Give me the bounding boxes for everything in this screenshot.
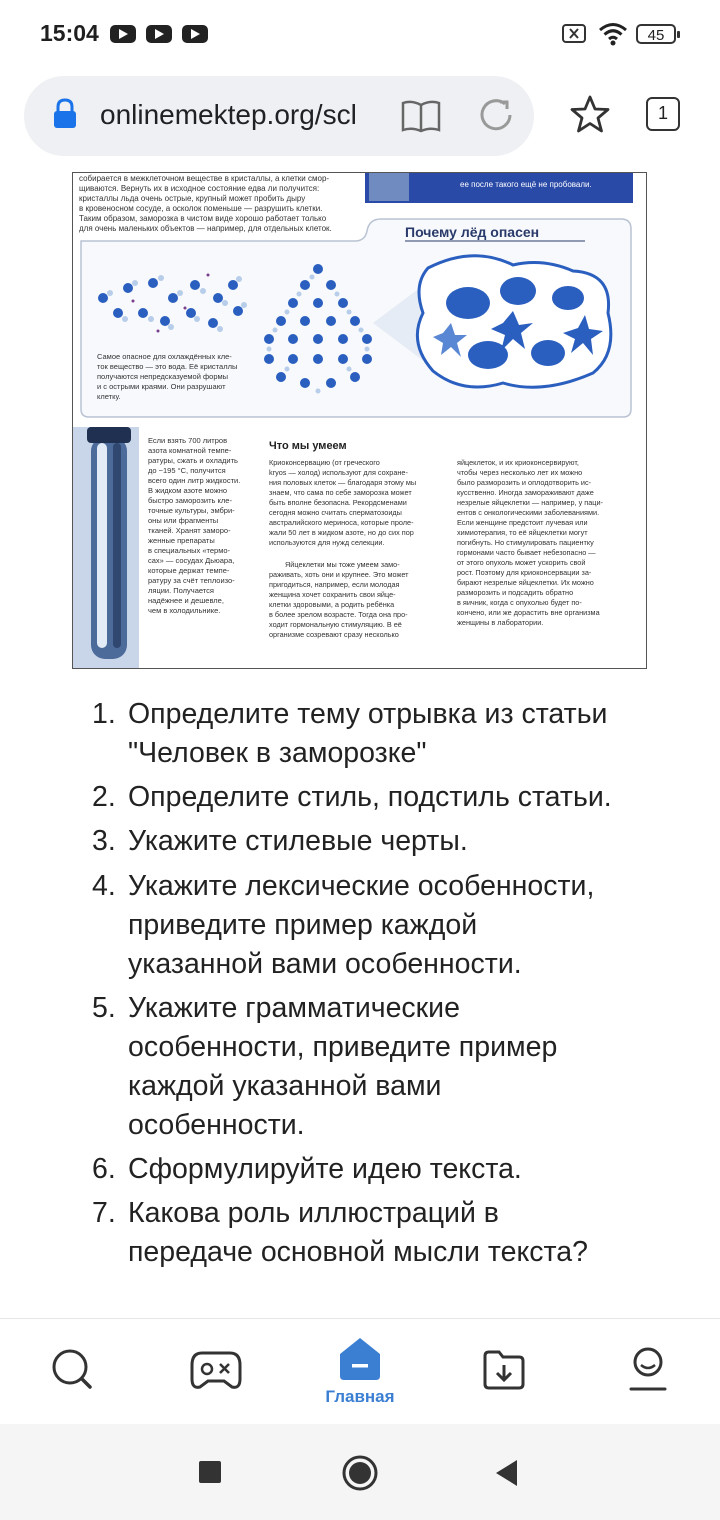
task-item: [92, 867, 688, 984]
task-text-line: Укажите стилевые черты.: [128, 825, 468, 858]
svg-text:ратуру за счёт теплоизо-: ратуру за счёт теплоизо-: [148, 576, 235, 585]
task-text-line: каждой указанной вами: [128, 1069, 442, 1102]
task-text-line: приведите пример каждой: [128, 908, 478, 941]
task-number: 6.: [92, 1152, 116, 1185]
task-item: [92, 695, 688, 773]
top-text-line: для очень маленьких объектов — например, для отдельных клеток.: [79, 224, 332, 233]
task-text-line: указанной вами особенности.: [128, 947, 522, 980]
top-text-line: в кровеносном сосуде, а осколок поменьше — разрушить клетки.: [79, 204, 323, 213]
task-text-line: особенности, приведите пример: [128, 1030, 558, 1063]
svg-text:было разморозить и оплодотвори: было разморозить и оплодотворить ис-: [457, 478, 592, 487]
svg-text:ния половых клеток — благодаря: ния половых клеток — благодаря этому мы: [269, 478, 417, 487]
svg-text:ходит гормональную стимуляцию.: ходит гормональную стимуляцию. В её: [269, 620, 402, 629]
svg-text:ратуры, сжать и охладить: ратуры, сжать и охладить: [148, 456, 238, 465]
top-text-line: кристаллы льда очень острые, крупный может пробить дыру: [79, 194, 306, 203]
svg-text:всего один литр жидкости.: всего один литр жидкости.: [148, 476, 241, 485]
svg-text:точные культуры, эмбри-: точные культуры, эмбри-: [148, 506, 235, 515]
svg-text:в яичник, когда с опухолью буд: в яичник, когда с опухолью будет по-: [457, 598, 582, 607]
svg-text:азота комнатной темпе-: азота комнатной темпе-: [148, 446, 232, 455]
svg-text:в более зрелом возрасте. Тогда: в более зрелом возрасте. Тогда она про-: [269, 610, 408, 619]
task-number: 2.: [92, 781, 116, 814]
svg-text:пригодиться, например, если мо: пригодиться, например, если молодая: [269, 580, 400, 589]
search-icon[interactable]: [50, 1347, 94, 1391]
svg-text:химиотерапия, то её яйцеклетки: химиотерапия, то её яйцеклетки могут: [457, 528, 588, 537]
top-text-line: щиваются. Вернуть их в исходное состояние едва ли получится:: [79, 184, 320, 193]
task-number: 1.: [92, 698, 116, 730]
status-time: 15:04: [40, 20, 99, 46]
home-button[interactable]: [341, 1454, 379, 1492]
svg-text:В жидком азоте можно: В жидком азоте можно: [148, 486, 228, 495]
svg-text:используются для нужд селекции: используются для нужд селекции.: [269, 538, 385, 547]
svg-text:тканей. Хранят заморо-: тканей. Хранят заморо-: [148, 526, 231, 535]
task-text-line: Какова роль иллюстраций в: [128, 1197, 499, 1230]
svg-text:оны или фрагменты: оны или фрагменты: [148, 516, 219, 525]
downloads-icon[interactable]: [482, 1348, 526, 1390]
battery-indicator: 45: [636, 24, 676, 44]
svg-text:которые держат темпе-: которые держат темпе-: [148, 566, 230, 575]
youtube-icon: [182, 25, 208, 43]
svg-text:раживать, хоть они и крупнее.: раживать, хоть они и крупнее. Это может: [269, 570, 409, 579]
svg-text:сегодня можно считать спермато: сегодня можно считать сперматозоиды: [269, 508, 402, 517]
svg-text:Криоконсервацию (от греческого: Криоконсервацию (от греческого: [269, 458, 380, 467]
svg-text:Если женщине предстоит лучевая: Если женщине предстоит лучевая или: [457, 518, 588, 527]
svg-text:Самое опасное для охлаждённых: Самое опасное для охлаждённых кле-: [97, 352, 232, 361]
svg-text:австралийского мериноса, котор: австралийского мериноса, которые проле-: [269, 518, 414, 527]
svg-text:клетки здоровыми, а родить реб: клетки здоровыми, а родить ребёнка: [269, 600, 395, 609]
task-item: [92, 822, 688, 861]
home-icon[interactable]: [337, 1336, 383, 1382]
svg-text:незрелые яйцеклетки — например: незрелые яйцеклетки — например, у паци-: [457, 498, 603, 507]
top-text-block: [79, 174, 332, 233]
task-text-line: Укажите грамматические: [128, 991, 460, 1024]
nav-label-home[interactable]: Главная: [325, 1387, 395, 1406]
task-number: 5.: [92, 991, 116, 1024]
top-text-line: собирается в межклеточном веществе в кристаллы, а клетки смор-: [79, 174, 330, 183]
youtube-icon: [146, 25, 172, 43]
task-number: 4.: [92, 869, 116, 902]
task-text-line: Сформулируйте идею текста.: [128, 1152, 522, 1185]
article-column-2: [457, 458, 604, 627]
task-text-line: Определите стиль, подстиль статьи.: [128, 781, 612, 814]
svg-text:получаются непредсказуемой фор: получаются непредсказуемой формы: [97, 372, 229, 381]
refresh-icon[interactable]: [477, 96, 515, 134]
article-image: [72, 172, 647, 669]
article-heading: Что мы умеем: [269, 440, 347, 452]
task-text-line: Укажите лексические особенности,: [128, 869, 595, 902]
section-title: Почему лёд опасен: [405, 224, 540, 240]
svg-text:чтобы через несколько лет их м: чтобы через несколько лет их можно: [457, 468, 583, 477]
reader-mode-icon[interactable]: [400, 98, 442, 134]
task-number: 3.: [92, 825, 116, 858]
svg-text:жали 50 лет в жидком азоте, но: жали 50 лет в жидком азоте, но до сих пор: [269, 528, 414, 537]
svg-text:и с острыми краями. Они разруш: и с острыми краями. Они разрушают: [97, 382, 226, 391]
article-column-1: [269, 458, 416, 639]
task-text-line: особенности.: [128, 1108, 305, 1141]
dewar-caption: [148, 436, 240, 615]
bookmark-star-icon[interactable]: [570, 94, 610, 134]
svg-text:клетку.: клетку.: [97, 392, 121, 401]
svg-text:быстро заморозить кле-: быстро заморозить кле-: [148, 496, 232, 505]
task-text-line: "Человек в заморозке": [128, 737, 427, 769]
article-illustration: [73, 173, 647, 669]
task-text-line: Определите тему отрывка из статьи: [128, 698, 608, 730]
svg-text:женные препараты: женные препараты: [148, 536, 215, 545]
svg-text:надёжнее и дешевле,: надёжнее и дешевле,: [148, 596, 224, 605]
task-item: [92, 1194, 688, 1272]
status-bar: [0, 0, 720, 70]
svg-text:организме созревают сразу неск: организме созревают сразу несколько: [269, 630, 399, 639]
svg-text:сах» — сосудах Дьюара,: сах» — сосудах Дьюара,: [148, 556, 235, 565]
svg-text:женщины в лаборатории.: женщины в лаборатории.: [457, 618, 544, 627]
task-item: [92, 989, 688, 1145]
svg-text:бирают незрелые яйцеклетки. Их: бирают незрелые яйцеклетки. Их можно: [457, 578, 594, 587]
svg-text:ляции. Получается: ляции. Получается: [148, 586, 214, 595]
wifi-icon: [598, 22, 628, 46]
svg-text:яйцеклеток, и их криоконсервир: яйцеклеток, и их криоконсервируют,: [457, 458, 579, 467]
no-sim-icon: [562, 24, 586, 43]
url-text[interactable]: onlinemektep.org/scl: [100, 99, 357, 130]
task-text-line: передаче основной мысли текста?: [128, 1236, 588, 1269]
top-text-line: Таким образом, заморозка в чистом виде хорошо работает только: [79, 214, 327, 223]
task-item: [92, 1150, 688, 1189]
svg-text:знаем, что сама по себе заморо: знаем, что сама по себе заморозка может: [269, 488, 412, 497]
task-list: [92, 695, 688, 1277]
svg-text:погибнуть. Но стимулировать па: погибнуть. Но стимулировать пациентку: [457, 538, 594, 547]
games-icon[interactable]: [190, 1349, 242, 1391]
recents-button[interactable]: [199, 1461, 221, 1483]
top-right-caption: ее после такого ещё не пробовали.: [460, 180, 592, 189]
youtube-icon: [110, 25, 136, 43]
svg-text:чем в холодильнике.: чем в холодильнике.: [148, 606, 221, 615]
svg-text:женщина хочет сохранить свои я: женщина хочет сохранить свои яйце-: [269, 590, 396, 599]
svg-text:разморозить и подсадить обратн: разморозить и подсадить обратно: [457, 588, 574, 597]
lock-icon[interactable]: [52, 98, 78, 130]
back-button[interactable]: [493, 1458, 519, 1488]
svg-text:Яйцеклетки мы тоже умеем замо-: Яйцеклетки мы тоже умеем замо-: [285, 560, 400, 569]
svg-text:ток вещество — это вода. Её кр: ток вещество — это вода. Её кристаллы: [97, 362, 238, 371]
svg-text:быть вполне безопасна. Рекордс: быть вполне безопасна. Рекордсменами: [269, 498, 407, 507]
svg-text:ентов с онкологическими заболе: ентов с онкологическими заболеваниями.: [457, 508, 600, 517]
svg-text:кусственно. Иногда замораживаю: кусственно. Иногда замораживают даже: [457, 488, 594, 497]
task-number: 7.: [92, 1197, 116, 1230]
svg-text:рост. Поэтому для криоконсерва: рост. Поэтому для криоконсервации за-: [457, 568, 592, 577]
svg-text:Если взять 700 литров: Если взять 700 литров: [148, 436, 228, 445]
svg-text:в специальных «термо-: в специальных «термо-: [148, 546, 231, 555]
task-item: [92, 778, 688, 817]
svg-text:гормонами часто бывает небезоп: гормонами часто бывает небезопасно —: [457, 548, 596, 557]
svg-text:kryos — холод) используют для: kryos — холод) используют для сохране-: [269, 468, 408, 477]
svg-text:до −195 °С, получится: до −195 °С, получится: [148, 466, 226, 475]
profile-icon[interactable]: [626, 1346, 670, 1392]
svg-text:кончено, или же дорастить вне: кончено, или же дорастить вне организма: [457, 608, 600, 617]
damaged-cells: [417, 256, 610, 388]
tab-count-button[interactable]: 1: [646, 97, 680, 131]
svg-text:от этого опухоль может ускорит: от этого опухоль может ускорить свой: [457, 558, 586, 567]
